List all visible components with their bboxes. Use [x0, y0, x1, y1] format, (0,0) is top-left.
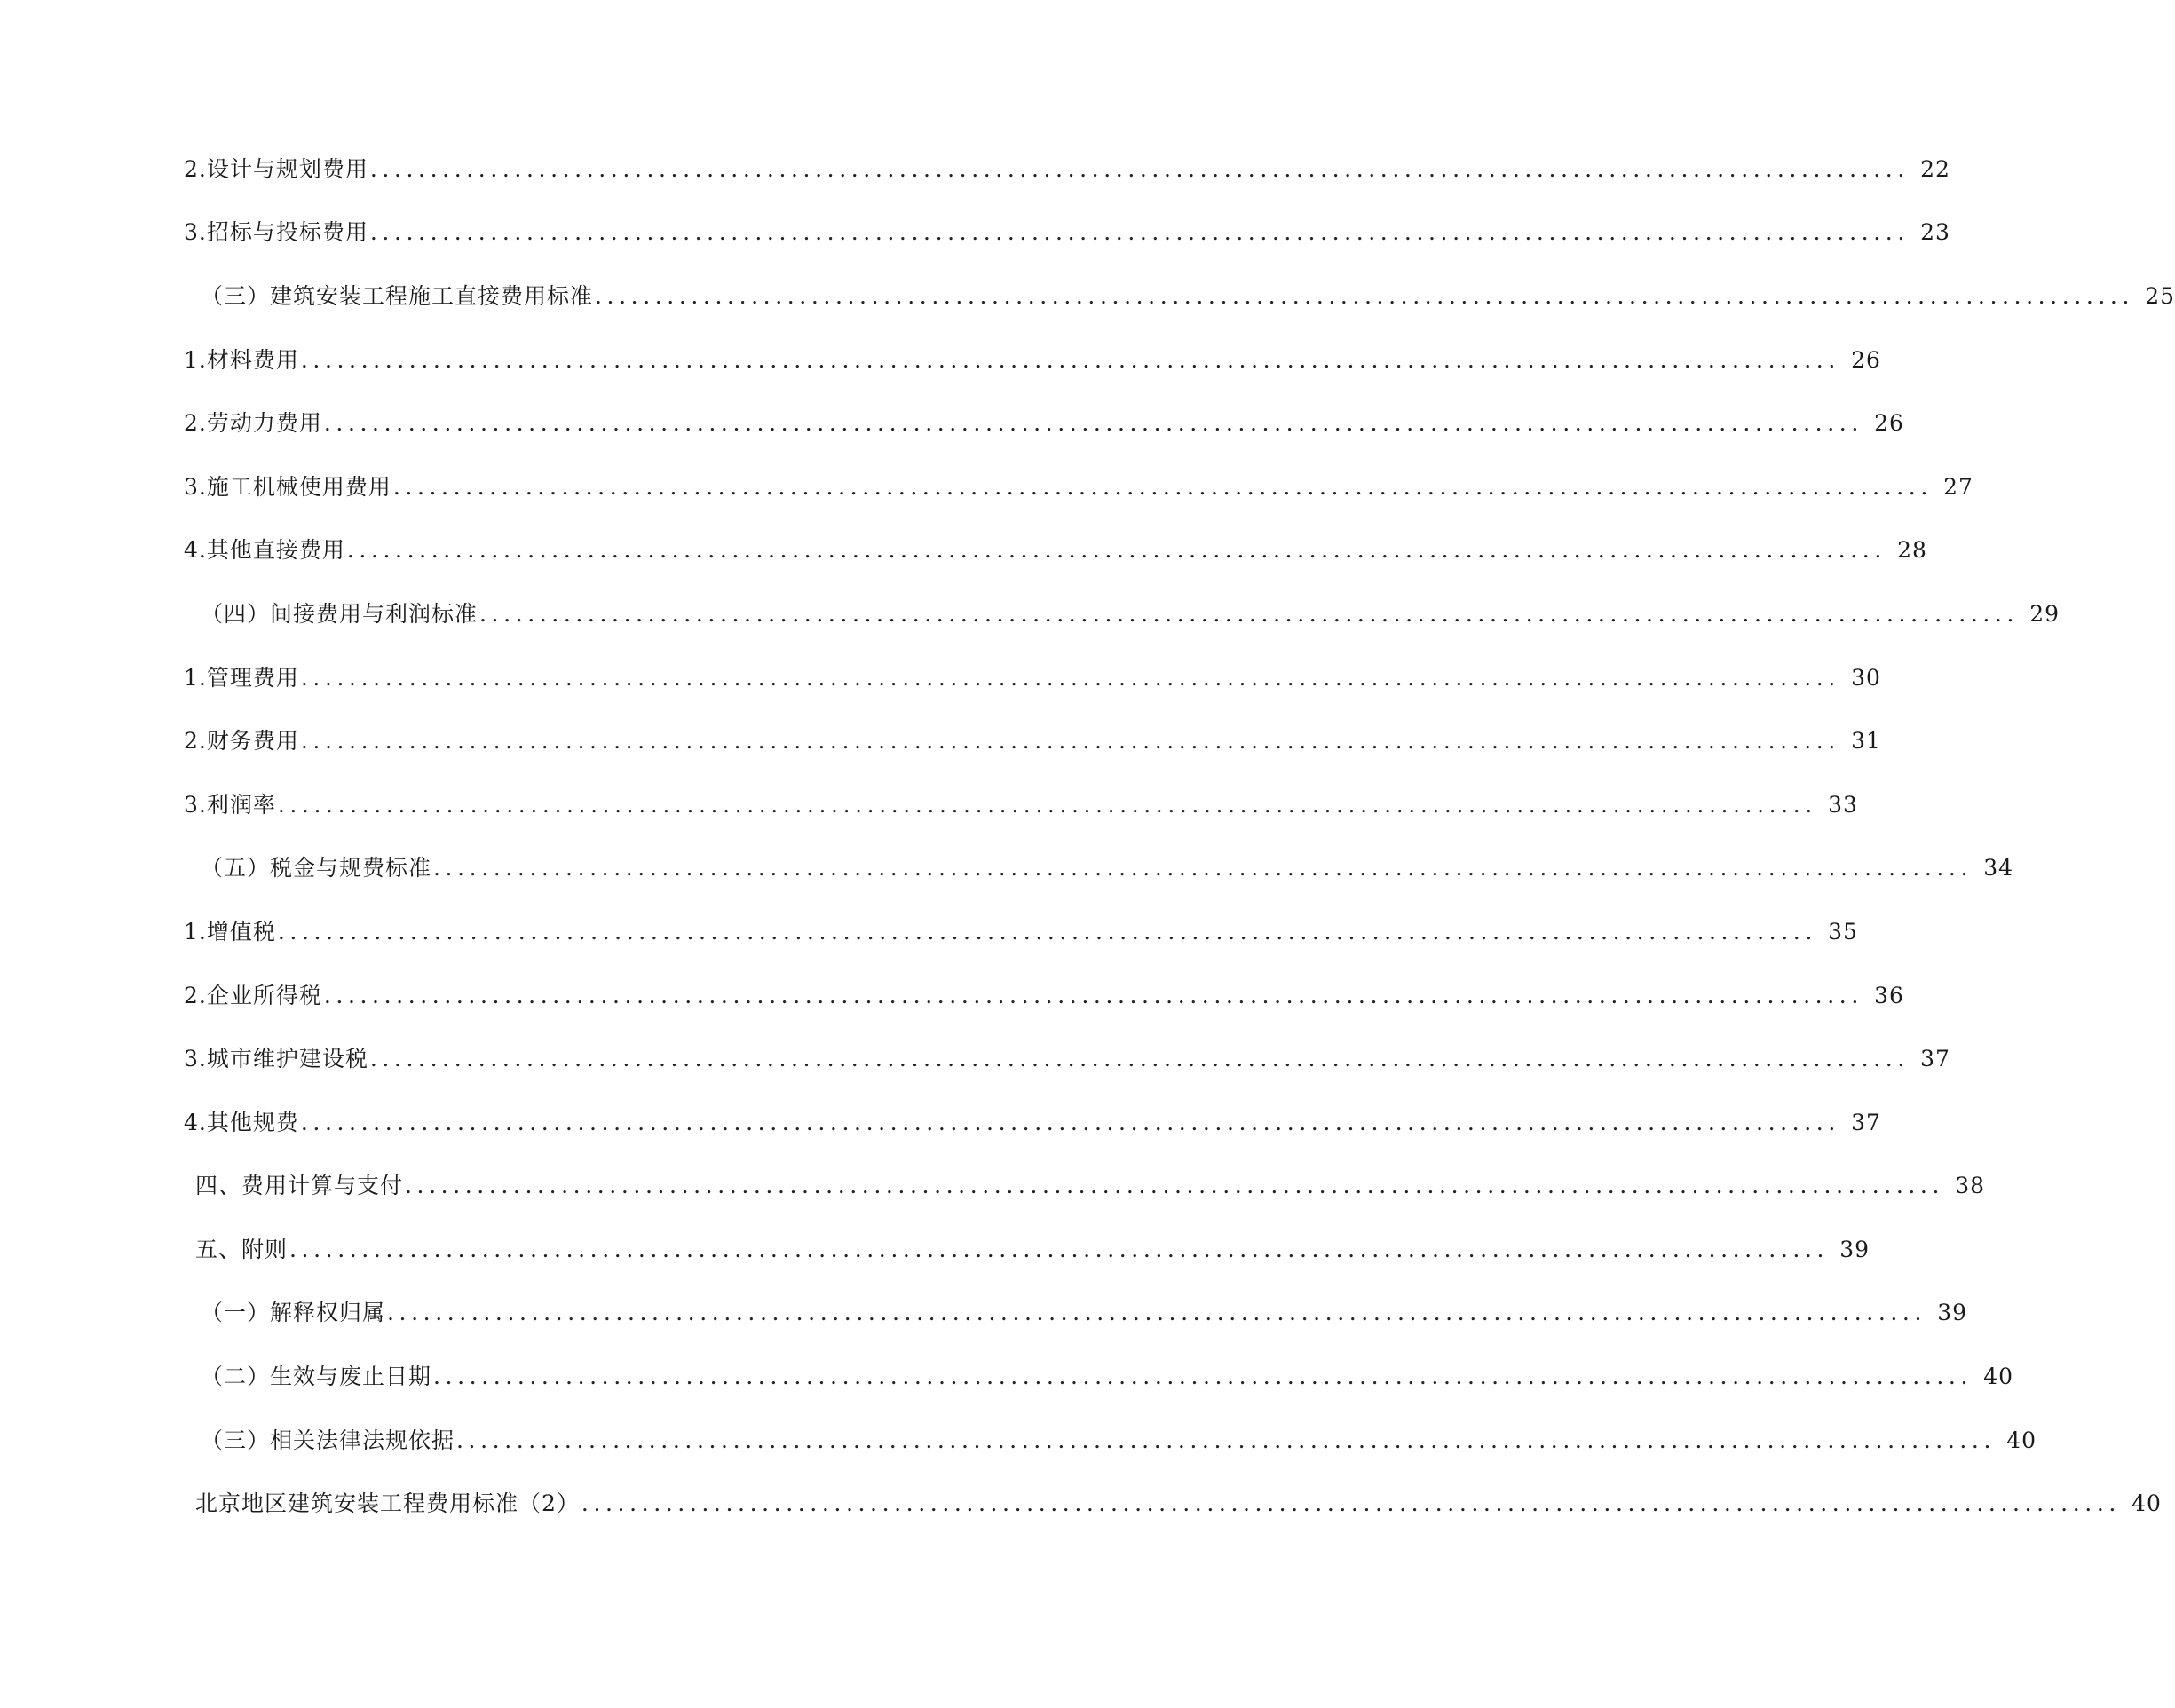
toc-dot-leader: ................................................................................................................................ — [405, 1173, 1945, 1199]
toc-entry-number: 2. — [184, 728, 207, 755]
toc-entry-line — [184, 537, 1927, 564]
toc-entry-number: 3. — [184, 791, 207, 818]
toc-entry-line — [195, 1236, 1870, 1263]
toc-entry-line — [201, 855, 2014, 882]
toc-entry-line — [184, 918, 1858, 945]
toc-entry-line — [201, 282, 2175, 310]
toc-entry-line — [195, 1173, 1986, 1199]
toc-entry-page-number: 40 — [2006, 1427, 2037, 1453]
toc-entry[interactable] — [0, 900, 1858, 964]
toc-entry[interactable] — [0, 138, 1950, 202]
toc-entry-line — [201, 1427, 2037, 1454]
toc-entry[interactable] — [0, 1409, 2037, 1473]
toc-entry-title: 其他规费 — [206, 1109, 299, 1135]
toc-entry-page-number: 33 — [1828, 791, 1858, 818]
toc-entry-line — [184, 346, 1881, 374]
toc-entry-title: 五、附则 — [195, 1236, 289, 1262]
toc-entry[interactable] — [0, 1091, 1881, 1155]
toc-dot-leader: ................................................................................................................................ — [300, 1109, 1840, 1135]
toc-entry-number: 3. — [184, 473, 207, 500]
toc-entry[interactable] — [0, 773, 1858, 837]
toc-entry-line — [184, 1046, 1950, 1072]
toc-entry-title: 管理费用 — [206, 664, 299, 691]
toc-entry-number: 2. — [184, 410, 207, 437]
toc-entry-line — [184, 1109, 1881, 1136]
toc-entry-page-number: 22 — [1920, 155, 1950, 182]
toc-dot-leader: ................................................................................................................................ — [433, 1364, 1973, 1390]
toc-entry-line — [184, 664, 1881, 692]
toc-entry-title: 增值税 — [206, 918, 276, 945]
toc-dot-leader: ................................................................................................................................ — [369, 1046, 1910, 1072]
toc-dot-leader: ................................................................................................................................ — [369, 155, 1910, 182]
toc-entry-number: 1. — [184, 664, 207, 691]
toc-entry[interactable] — [0, 709, 1881, 773]
toc-entry-number: 1. — [184, 346, 207, 373]
toc-dot-leader: ................................................................................................................................ — [369, 219, 1910, 246]
toc-entry-title: （五）税金与规费标准 — [201, 855, 432, 882]
toc-entry-page-number: 39 — [1839, 1236, 1870, 1262]
toc-entry-title: 财务费用 — [206, 728, 299, 755]
toc-dot-leader: ................................................................................................................................ — [387, 1300, 1927, 1326]
toc-entry-page-number: 40 — [2132, 1491, 2162, 1517]
toc-entry[interactable] — [0, 455, 1973, 519]
toc-dot-leader: ................................................................................................................................ — [392, 473, 1933, 500]
toc-entry[interactable] — [0, 1472, 2162, 1536]
toc-entry-title: （一）解释权归属 — [201, 1300, 386, 1326]
toc-entry-title: 城市维护建设税 — [206, 1046, 368, 1072]
toc-entry-title: 劳动力费用 — [206, 410, 322, 437]
toc-entry[interactable] — [0, 837, 2014, 901]
toc-entry-line — [184, 473, 1973, 501]
toc-entry-page-number: 31 — [1851, 728, 1881, 755]
toc-entry-page-number: 36 — [1874, 982, 1904, 1008]
toc-entry-title: （四）间接费用与利润标准 — [201, 600, 478, 627]
toc-entry-page-number: 40 — [1983, 1364, 2014, 1390]
toc-entry-page-number: 27 — [1943, 473, 1973, 500]
toc-dot-leader: ................................................................................................................................ — [595, 282, 2135, 309]
toc-entry-number: 1. — [184, 918, 207, 945]
toc-entry-page-number: 28 — [1897, 537, 1927, 564]
toc-entry-page-number: 26 — [1874, 410, 1904, 437]
toc-entry-page-number: 38 — [1955, 1173, 1986, 1199]
toc-dot-leader: ................................................................................................................................ — [479, 600, 2020, 627]
toc-entry-number: 3. — [184, 219, 207, 246]
toc-entry-title: （三）相关法律法规依据 — [201, 1427, 455, 1453]
toc-dot-leader: ................................................................................................................................ — [300, 346, 1840, 373]
toc-entry-title: （二）生效与废止日期 — [201, 1364, 432, 1390]
table-of-contents — [0, 138, 2175, 1536]
toc-entry-number: 2. — [184, 155, 207, 182]
toc-entry[interactable] — [0, 1282, 1968, 1346]
toc-entry-title: 设计与规划费用 — [206, 155, 368, 182]
toc-dot-leader: ................................................................................................................................ — [323, 410, 1863, 437]
toc-entry-title: 北京地区建筑安装工程费用标准（2） — [195, 1491, 580, 1517]
toc-entry[interactable] — [0, 1027, 1950, 1091]
toc-entry-line — [201, 1300, 1968, 1326]
toc-entry-page-number: 34 — [1983, 855, 2014, 882]
toc-dot-leader: ................................................................................................................................ — [277, 918, 1817, 945]
toc-entry[interactable] — [0, 1218, 1870, 1282]
toc-dot-leader: ................................................................................................................................ — [581, 1491, 2121, 1517]
toc-entry[interactable] — [0, 582, 2060, 646]
toc-entry-page-number: 30 — [1851, 664, 1881, 691]
toc-entry-title: 其他直接费用 — [206, 537, 345, 564]
toc-entry-line — [184, 219, 1950, 246]
toc-entry-page-number: 35 — [1828, 918, 1858, 945]
toc-entry[interactable] — [0, 1345, 2014, 1409]
toc-entry-number: 3. — [184, 1046, 207, 1072]
toc-entry-title: 材料费用 — [206, 346, 299, 373]
toc-entry-line — [195, 1491, 2162, 1517]
toc-entry-title: 利润率 — [206, 791, 276, 818]
toc-dot-leader: ................................................................................................................................ — [289, 1236, 1830, 1262]
toc-entry[interactable] — [0, 391, 1904, 455]
toc-dot-leader: ................................................................................................................................ — [277, 791, 1817, 818]
toc-dot-leader: ................................................................................................................................ — [433, 855, 1973, 882]
toc-entry-number: 4. — [184, 537, 207, 564]
toc-entry-title: 招标与投标费用 — [206, 219, 368, 246]
toc-dot-leader: ................................................................................................................................ — [323, 982, 1863, 1008]
toc-dot-leader: ................................................................................................................................ — [456, 1427, 1997, 1453]
toc-entry-page-number: 25 — [2145, 282, 2175, 309]
toc-dot-leader: ................................................................................................................................ — [300, 664, 1840, 691]
toc-entry-line — [201, 600, 2060, 628]
toc-entry[interactable] — [0, 964, 1904, 1028]
toc-entry[interactable] — [0, 265, 2175, 328]
toc-dot-leader: ................................................................................................................................ — [300, 728, 1840, 755]
toc-dot-leader: ................................................................................................................................ — [346, 537, 1886, 564]
toc-entry-title: 企业所得税 — [206, 982, 322, 1008]
toc-entry-line — [184, 155, 1950, 183]
toc-entry-line — [184, 791, 1858, 818]
toc-entry[interactable] — [0, 328, 1881, 392]
toc-entry-page-number: 29 — [2029, 600, 2060, 627]
toc-entry-title: 施工机械使用费用 — [206, 473, 392, 500]
toc-entry-number: 2. — [184, 982, 207, 1008]
toc-entry[interactable] — [0, 519, 1927, 583]
toc-entry-page-number: 37 — [1851, 1109, 1881, 1135]
toc-entry-page-number: 39 — [1937, 1300, 1968, 1326]
toc-entry-title: 四、费用计算与支付 — [195, 1173, 404, 1199]
toc-entry-line — [184, 728, 1881, 755]
toc-entry-page-number: 37 — [1920, 1046, 1950, 1072]
toc-entry-title: （三）建筑安装工程施工直接费用标准 — [201, 282, 594, 309]
toc-entry-line — [201, 1364, 2014, 1390]
toc-entry-page-number: 23 — [1920, 219, 1950, 246]
toc-entry[interactable] — [0, 202, 1950, 265]
toc-entry-line — [184, 982, 1904, 1009]
toc-entry-line — [184, 410, 1904, 437]
toc-entry[interactable] — [0, 646, 1881, 710]
toc-entry[interactable] — [0, 1155, 1986, 1219]
toc-entry-number: 4. — [184, 1109, 207, 1135]
toc-entry-page-number: 26 — [1851, 346, 1881, 373]
